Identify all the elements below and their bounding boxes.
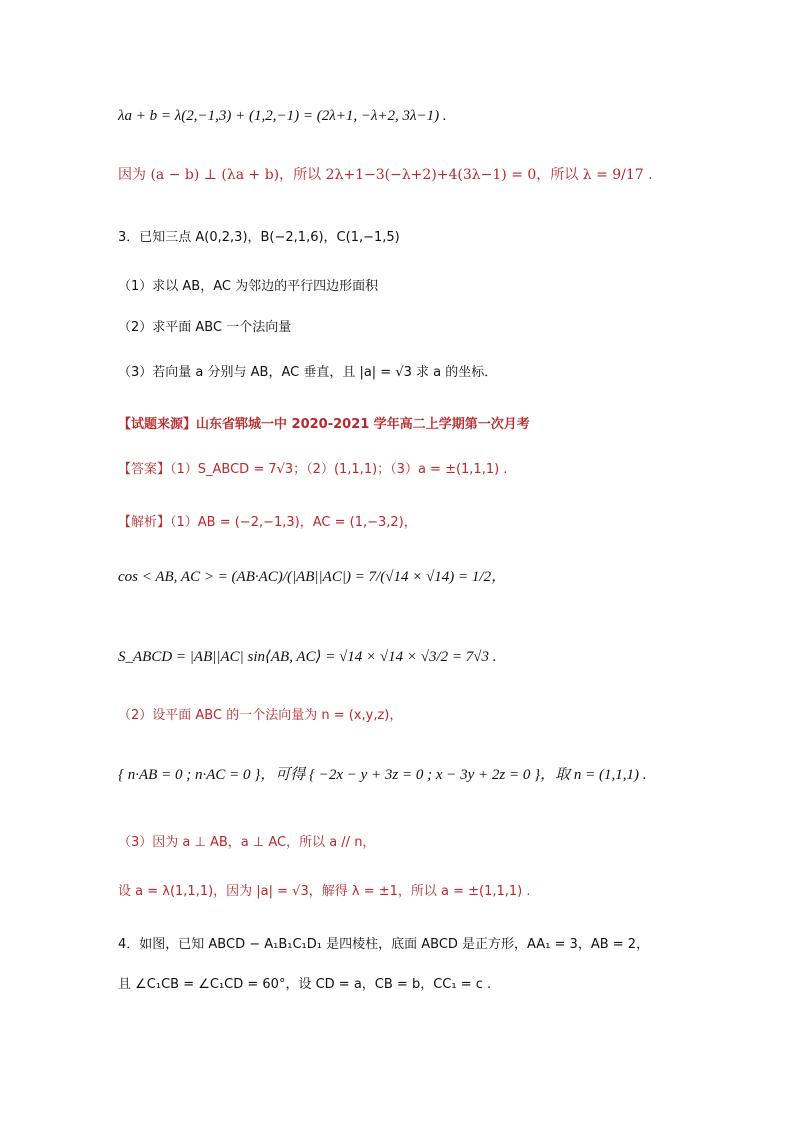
problem-3-part-3: （3）若向量 a 分别与 AB，AC 垂直，且 |a| = √3 求 a 的坐标． (118, 365, 498, 380)
problem-3-statement: 3．已知三点 A(0,2,3)，B(−2,1,6)，C(1,−1,5) (118, 230, 400, 245)
normal-vector-system: { n·AB = 0 ; n·AC = 0 }，可得 { −2x − y + 3z = 0 ; x − 3y + 2z = 0 }，取 n = (1,1,1) . (118, 767, 647, 783)
area-computation: S_ABCD = |AB||AC| sin⟨AB, AC⟩ = √14 × √14 × √3/2 = 7√3 . (118, 649, 497, 665)
analysis-part-3-solution: 设 a = λ(1,1,1)，因为 |a| = √3，解得 λ = ±1，所以 a = ±(1,1,1) . (118, 884, 531, 899)
line-vector-sum: λa + b = λ(2,−1,3) + (1,2,−1) = (2λ+1, −λ+2, 3λ−1) . (118, 108, 447, 124)
problem-3-part-2: （2）求平面 ABC 一个法向量 (118, 320, 292, 335)
problem-4-statement: 4．如图，已知 ABCD − A₁B₁C₁D₁ 是四棱柱，底面 ABCD 是正方形，AA₁ = 3，AB = 2， (118, 937, 650, 952)
source-line: 【试题来源】山东省郓城一中 2020-2021 学年高二上学期第一次月考 (118, 417, 530, 432)
cosine-computation: cos < AB, AC > = (AB·AC)/(|AB||AC|) = 7/(√14 × √14) = 1/2， (118, 569, 507, 585)
problem-3-part-1: （1）求以 AB，AC 为邻边的平行四边形面积 (118, 279, 379, 294)
analysis-part-2: （2）设平面 ABC 的一个法向量为 n = (x,y,z)， (118, 708, 403, 723)
analysis-part-1: 【解析】（1）AB = (−2,−1,3)，AC = (1,−3,2)， (118, 515, 417, 530)
analysis-part-3: （3）因为 a ⊥ AB，a ⊥ AC，所以 a // n， (118, 835, 376, 850)
problem-4-condition: 且 ∠C₁CB = ∠C₁CD = 60°，设 CD = a，CB = b，CC₁ = c . (118, 977, 492, 992)
answer-line: 【答案】（1）S_ABCD = 7√3；（2）(1,1,1)；（3）a = ±(1,1,1) . (118, 462, 508, 477)
line-perpendicular-condition: 因为 (a − b) ⊥ (λa + b)，所以 2λ+1−3(−λ+2)+4(3λ−1) = 0，所以 λ = 9/17 . (118, 167, 653, 183)
